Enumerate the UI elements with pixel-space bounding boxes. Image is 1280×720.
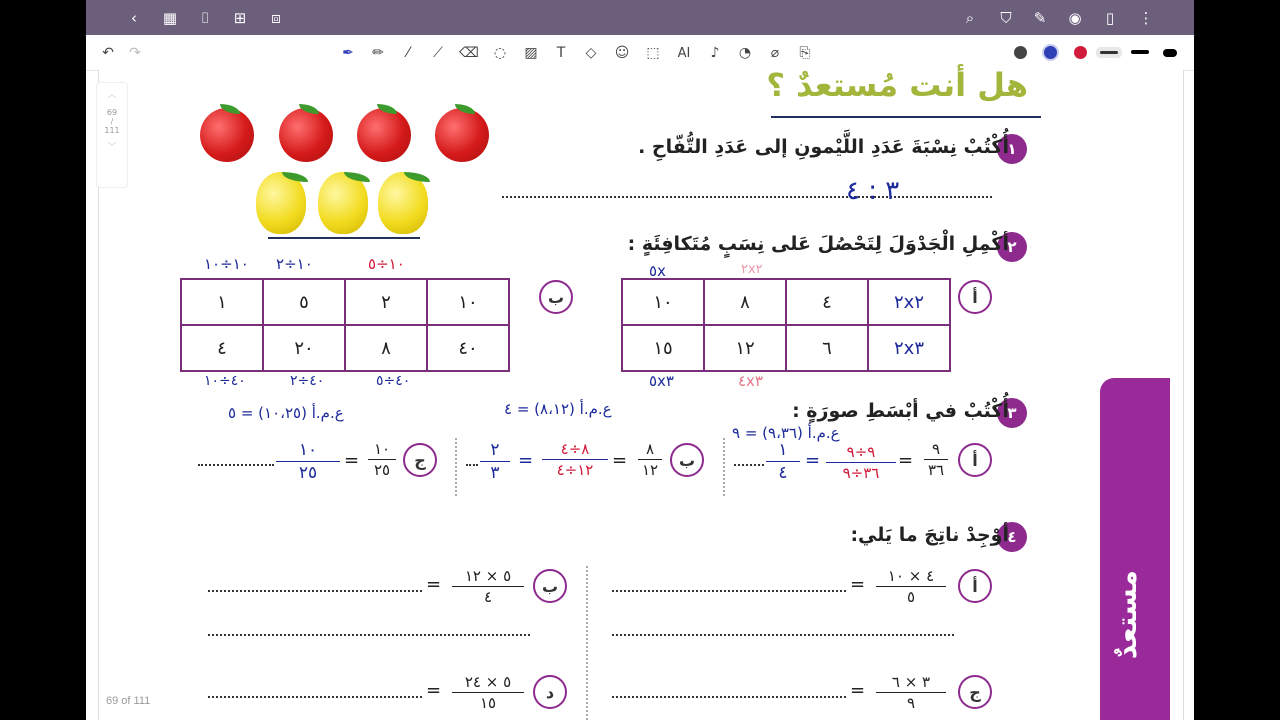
handwritten-note: ١٠÷٥ xyxy=(368,255,405,273)
table-cell[interactable]: ١٠ xyxy=(622,279,704,325)
denominator: ٤ xyxy=(483,588,493,606)
ai-icon[interactable]: AI xyxy=(677,45,691,61)
page-separator: / xyxy=(110,117,114,126)
numerator: ١٠ xyxy=(298,440,318,460)
table-cell[interactable]: ٢x٣ xyxy=(868,325,950,371)
thin-stroke-swatch[interactable] xyxy=(1100,51,1118,54)
table-cell[interactable]: ٤ xyxy=(786,279,868,325)
denominator: ٤ xyxy=(778,463,788,483)
question-4-number: ٤ xyxy=(997,522,1027,552)
question-4-text: أوْجِدْ ناتِجَ ما يَلي: xyxy=(850,524,1009,546)
pencil-icon[interactable]: ✏ xyxy=(372,45,384,61)
image-icon[interactable]: ▨ xyxy=(524,45,538,61)
numerator: ٥ × ١٢ xyxy=(464,567,512,585)
table-row xyxy=(622,279,950,325)
sticker-icon[interactable]: ☺ xyxy=(614,45,630,61)
numerator: ٥ × ٢٤ xyxy=(464,673,512,691)
pen-tool-icon[interactable]: ✒ xyxy=(342,45,354,61)
answer-line[interactable] xyxy=(734,464,764,466)
thick-stroke-swatch[interactable] xyxy=(1163,49,1177,57)
apple-image xyxy=(200,108,254,162)
answer-line[interactable] xyxy=(612,634,954,636)
denominator: ١٢÷٤ xyxy=(556,461,594,479)
equals-sign: = xyxy=(612,450,628,471)
answer-line[interactable] xyxy=(466,464,478,466)
numerator: ٣ × ٦ xyxy=(891,673,931,691)
fraction-bar xyxy=(480,461,510,462)
current-page: 69 xyxy=(106,108,118,117)
color-blue-swatch[interactable] xyxy=(1044,46,1057,59)
document-icon[interactable]: ▯ xyxy=(1105,9,1115,27)
lasso-icon[interactable]: ◌ xyxy=(493,45,507,61)
shirt-icon[interactable]: ⛉ xyxy=(1000,9,1012,27)
fraction-bar xyxy=(542,459,608,460)
page-title: هل أنت مُستعدٌ ؟ xyxy=(766,66,1028,104)
table-cell[interactable]: ٢x٢ xyxy=(868,279,950,325)
text-icon[interactable]: T xyxy=(556,45,566,61)
fraction-bar xyxy=(276,461,340,462)
question-1-number: ١ xyxy=(997,134,1027,164)
link-icon[interactable]: ⌀ xyxy=(770,45,780,61)
add-page-icon[interactable]: ⊞ xyxy=(233,9,247,27)
eye-icon[interactable]: ◉ xyxy=(1068,9,1082,27)
denominator: ٣٦ xyxy=(927,461,945,479)
equals-sign: = xyxy=(850,574,866,595)
part-b-label: ب xyxy=(539,280,573,314)
handwritten-note: ٤٠÷٢ xyxy=(290,373,325,389)
search-icon[interactable]: ⌕ xyxy=(965,9,975,27)
page-navigator[interactable] xyxy=(96,82,128,188)
fraction xyxy=(876,673,946,712)
fraction-bar xyxy=(826,462,896,463)
part-c-label: ج xyxy=(403,443,437,477)
eraser-icon[interactable]: ⌫ xyxy=(459,45,479,61)
answer-line[interactable] xyxy=(612,590,846,592)
top-toolbar xyxy=(86,0,1194,35)
grid-icon[interactable]: ▦ xyxy=(162,9,178,27)
denominator: ١٥ xyxy=(479,694,497,712)
pen-icon[interactable]: ✎ xyxy=(1033,9,1047,27)
divider xyxy=(723,438,725,496)
table-cell[interactable]: ٢٠ xyxy=(263,325,345,371)
denominator: ٣٦÷٩ xyxy=(842,464,880,482)
highlighter-icon[interactable]: ⁄ xyxy=(406,45,410,61)
table-cell[interactable]: ٨ xyxy=(704,279,786,325)
answer-line[interactable] xyxy=(502,196,992,198)
question-1-text: أُكْتُبْ نِسْبَةَ عَدَدِ اللَّيْمونِ إلى عَدَدِ التُّفّاحِ . xyxy=(638,136,1009,158)
handwritten-note: ١٠÷٢ xyxy=(276,255,313,273)
equals-sign: = xyxy=(426,574,442,595)
shape-icon[interactable]: ◇ xyxy=(585,45,597,61)
document-page[interactable] xyxy=(98,70,1184,720)
numerator: ٩÷٩ xyxy=(846,443,876,461)
table-cell[interactable]: ١٠ xyxy=(427,279,509,325)
fraction-bar xyxy=(876,692,946,693)
numerator: ٨ xyxy=(645,440,655,458)
equals-sign: = xyxy=(426,680,442,701)
numerator: ٩ xyxy=(931,440,941,458)
numerator: ١٠ xyxy=(373,440,391,458)
divider xyxy=(586,566,588,720)
fraction xyxy=(638,440,662,479)
answer-line[interactable] xyxy=(208,590,422,592)
equals-sign: = xyxy=(898,450,914,471)
lemon-underline xyxy=(268,237,420,239)
numerator: ٨÷٤ xyxy=(560,440,590,458)
part-c-label: ج xyxy=(958,675,992,709)
handwritten-fraction xyxy=(480,440,510,483)
chevron-up-icon[interactable]: ︿ xyxy=(108,90,116,99)
table-cell[interactable]: ١٢ xyxy=(704,325,786,371)
ratio-table-b xyxy=(180,278,510,372)
table-cell[interactable]: ١٥ xyxy=(622,325,704,371)
equals-sign: = xyxy=(344,450,360,471)
denominator: ٥ xyxy=(906,588,916,606)
handwritten-note: ٥x xyxy=(649,262,666,280)
denominator: ٢٥ xyxy=(298,463,318,483)
part-a-label: أ xyxy=(958,280,992,314)
fraction xyxy=(452,673,524,712)
chapter-side-tab xyxy=(1100,378,1170,720)
denominator: ٩ xyxy=(906,694,916,712)
fraction xyxy=(876,567,946,606)
answer-line[interactable] xyxy=(208,634,530,636)
fraction-bar xyxy=(452,586,524,587)
page-indicator: 69 of 111 xyxy=(106,695,151,707)
answer-line[interactable] xyxy=(612,696,846,698)
fraction-bar xyxy=(924,459,948,460)
apple-image xyxy=(279,108,333,162)
mic-icon[interactable]: ♪ xyxy=(710,45,720,61)
answer-line[interactable] xyxy=(198,464,274,466)
fraction-bar xyxy=(452,692,524,693)
part-a-label: أ xyxy=(958,569,992,603)
translate-icon[interactable]: ⎘ xyxy=(799,45,811,61)
fraction-bar xyxy=(638,459,662,460)
handwritten-note: ١٠÷١٠ xyxy=(204,255,249,273)
table-cell[interactable]: ٨ xyxy=(345,325,427,371)
scan-icon[interactable]: ⬚ xyxy=(646,45,660,61)
medium-stroke-swatch[interactable] xyxy=(1131,50,1149,54)
fraction-bar xyxy=(876,586,946,587)
part-d-label: د xyxy=(533,675,567,709)
equals-sign: = xyxy=(805,450,821,471)
denominator: ١٢ xyxy=(641,461,659,479)
bookmark-icon[interactable]: ⌷ xyxy=(200,9,210,27)
handwritten-note: ع.م.أ (٩،٣٦) = ٩ xyxy=(732,424,840,442)
handwritten-note: ع.م.أ (١٠،٢٥) = ٥ xyxy=(228,404,344,422)
numerator: ٤ × ١٠ xyxy=(887,567,935,585)
fraction xyxy=(924,440,948,479)
fraction xyxy=(368,440,396,479)
handwritten-fraction xyxy=(542,440,608,479)
handwritten-fraction xyxy=(826,443,896,482)
fraction-bar xyxy=(368,459,396,460)
title-underline xyxy=(771,116,1041,118)
undo-icon[interactable]: ↶ xyxy=(102,45,114,61)
part-b-label: ب xyxy=(670,443,704,477)
more-icon[interactable]: ⋮ xyxy=(1138,9,1154,27)
divider xyxy=(455,438,457,496)
table-row xyxy=(181,325,509,371)
equals-sign: = xyxy=(850,680,866,701)
question-3-number: ٣ xyxy=(997,398,1027,428)
denominator: ٣ xyxy=(490,463,500,483)
apple-image xyxy=(357,108,411,162)
answer-line[interactable] xyxy=(208,696,422,698)
equals-sign: = xyxy=(518,450,534,471)
fraction xyxy=(452,567,524,606)
chevron-down-icon[interactable]: ﹀ xyxy=(108,142,116,151)
redo-icon[interactable]: ↷ xyxy=(129,45,141,61)
part-a-label: أ xyxy=(958,443,992,477)
table-cell[interactable]: ٢ xyxy=(345,279,427,325)
table-cell[interactable]: ٤٠ xyxy=(427,325,509,371)
handwritten-note: ٢x٢ xyxy=(741,262,763,277)
table-row xyxy=(622,325,950,371)
denominator: ٢٥ xyxy=(373,461,391,479)
table-cell[interactable]: ١ xyxy=(181,279,263,325)
question-2-text: أكْمِلِ الْجَدْوَلَ لِتَحْصُلَ عَلى نِسَبٍ مُتَكافِئَةٍ : xyxy=(627,233,1009,255)
color-gray-swatch[interactable] xyxy=(1014,46,1027,59)
apple-image xyxy=(435,108,489,162)
part-b-label: ب xyxy=(533,569,567,603)
handwritten-note: ٤٠÷٥ xyxy=(376,373,411,389)
numerator: ٢ xyxy=(490,440,500,460)
question-3-text: أُكْتُبْ في أبْسَطِ صورَةٍ : xyxy=(792,400,1009,422)
back-icon[interactable]: ‹ xyxy=(131,9,137,27)
side-tab-label: مستعدٌ xyxy=(1110,570,1143,660)
ratio-table-a xyxy=(621,278,951,372)
handwritten-note: ٥x٣ xyxy=(649,372,674,390)
handwritten-fraction xyxy=(276,440,340,483)
color-red-swatch[interactable] xyxy=(1074,46,1087,59)
fraction-bar xyxy=(766,461,800,462)
handwritten-fraction xyxy=(766,440,800,483)
table-cell[interactable]: ٤ xyxy=(181,325,263,371)
notebook-app xyxy=(86,0,1194,720)
table-cell[interactable]: ٥ xyxy=(263,279,345,325)
marker-icon[interactable]: ⟋ xyxy=(433,45,443,61)
ruler-icon[interactable]: ◔ xyxy=(738,45,752,61)
table-row xyxy=(181,279,509,325)
handwritten-answer: ٣ : ٤ xyxy=(846,176,900,206)
crop-icon[interactable]: ⧈ xyxy=(271,9,281,27)
total-pages: 111 xyxy=(104,126,120,135)
handwritten-note: ع.م.أ (٨،١٢) = ٤ xyxy=(504,400,612,418)
numerator: ١ xyxy=(778,440,788,460)
table-cell[interactable]: ٦ xyxy=(786,325,868,371)
handwritten-note: ٤x٣ xyxy=(738,372,763,390)
question-2-number: ٢ xyxy=(997,232,1027,262)
handwritten-note: ٤٠÷١٠ xyxy=(204,373,246,389)
